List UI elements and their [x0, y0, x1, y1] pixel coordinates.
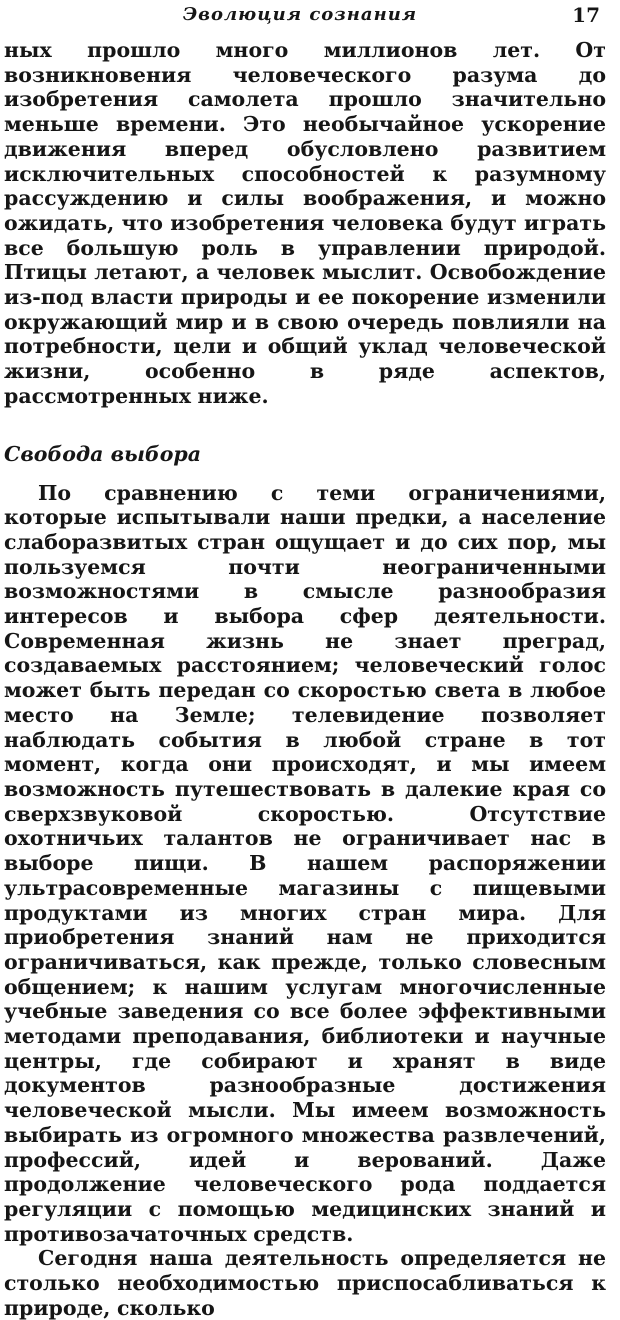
- page-number: 17: [572, 3, 600, 27]
- running-title: Эволюция сознания: [182, 4, 418, 25]
- section-heading: Свобода выбора: [4, 441, 202, 466]
- paragraph-today: Сегодня наша деятельность определяется не столько необходимостью приспосабливаться к природе, сколько: [4, 1246, 606, 1320]
- running-header: [0, 2, 620, 28]
- paragraph-freedom-of-choice: По сравнению с теми ограничениями, которые испытывали наши предки, а население слаборазвитых стран ощущает и до сих пор, мы пользуемся почти неограниченными возможностями в смысле разнообразия интересов и выбора сфер деятельности. Современная жизнь не знает преград, создаваемых расстоянием; человеческий голос может быть передан со скоростью света в любое место на Земле; телевидение позволяет наблюдать события в любой стране в тот момент, когда они происходят, и мы имеем возможность путешествовать в далекие края со сверхзвуковой скоростью. Отсутствие охотничьих талантов не ограничивает нас в выборе пищи. В нашем распоряжении ультрасовременные магазины с пищевыми продуктами из многих стран мира. Для приобретения знаний нам не приходится ограничиваться, как прежде, только словесным общением; к нашим услугам многочисленные учебные заведения со все более эффективными методами преподавания, библиотеки и научные центры, где собирают и хранят в виде документов разнообразные достижения человеческой мысли. Мы имеем возможность выбирать из огромного множества развлечений, профессий, идей и верований. Даже продолжение человеческого рода поддается регуляции с помощью медицинских знаний и противозачаточных средств.: [4, 480, 606, 1246]
- body-text: [4, 38, 606, 1320]
- paragraph-continued: ных прошло много миллионов лет. От возникновения человеческого разума до изобретения самолета прошло значительно меньше времени. Это необычайное ускорение движения вперед обусловлено развитием исключительных способностей к разумному рассуждению и силы воображения, и можно ожидать, что изобретения человека будут играть все большую роль в управлении природой. Птицы летают, а человек мыслит. Освобождение из-под власти природы и ее покорение изменили окружающий мир и в свою очередь повлияли на потребности, цели и общий уклад человеческой жизни, особенно в ряде аспектов, рассмотренных ниже.: [4, 38, 606, 408]
